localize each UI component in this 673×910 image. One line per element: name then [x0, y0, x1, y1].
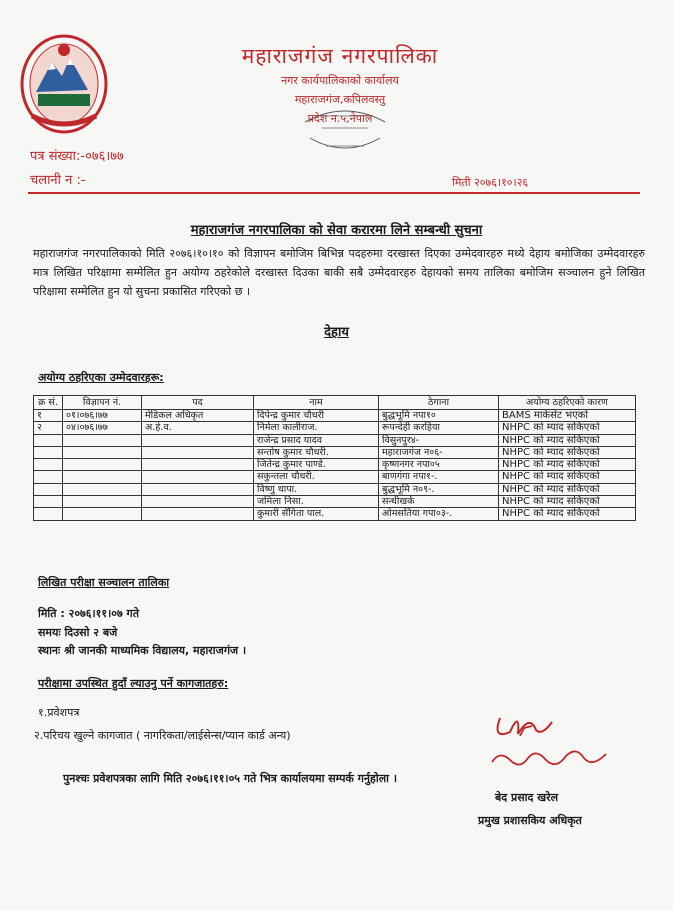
cell-serial	[34, 483, 63, 495]
cell-post: अ.हे.व.	[142, 422, 254, 434]
column-header-advertisement: विज्ञापन नं.	[63, 396, 142, 410]
section-heading-dehay: देहाय	[324, 325, 349, 340]
notice-title: महाराजगंज नगरपालिका को सेवा करारमा लिने सम्बन्धी सुचना	[190, 223, 483, 238]
table-row	[34, 471, 636, 483]
cell-post	[142, 459, 254, 471]
cell-name: जमिला निसा.	[254, 496, 379, 508]
cell-post	[142, 496, 254, 508]
cell-serial: १	[34, 410, 63, 422]
cell-post	[142, 483, 254, 495]
cell-advertisement	[63, 496, 142, 508]
table-header-row	[34, 396, 636, 410]
cell-reason: NHPC को म्याद सकिएको	[499, 459, 636, 471]
table-row	[34, 422, 636, 434]
office-name: नगर कार्यपालिकाको कार्यालय	[281, 74, 399, 87]
cell-serial	[34, 446, 63, 458]
cell-advertisement	[63, 459, 142, 471]
exam-venue: स्थानः श्री जानकी माध्यमिक विद्यालय, महाराजगंज ।	[38, 644, 247, 657]
cell-advertisement	[63, 483, 142, 495]
postscript-note: पुनश्चः प्रवेशपत्रका लागि मिति २०७६।११।०५ गते भित्र कार्यालयमा सम्पर्क गर्नुहोला ।	[63, 772, 398, 785]
cell-name: दिपेन्द्र कुमार चौधरी	[254, 410, 379, 422]
cell-address: कृष्णनगर नपा०५	[379, 459, 499, 471]
column-header-address: ठेगाना	[379, 396, 499, 410]
exam-date: मिति : २०७६।११।०७ गते	[38, 607, 139, 620]
cell-address: रूपन्देही करहिया	[379, 422, 499, 434]
cell-post	[142, 446, 254, 458]
table-row	[34, 508, 636, 520]
cell-advertisement: ०४।०७६।७७	[63, 422, 142, 434]
cell-name: राजेन्द्र प्रसाद यादव	[254, 434, 379, 446]
header-divider	[28, 192, 640, 194]
table-row	[34, 483, 636, 495]
cell-name: विष्णु थापा.	[254, 483, 379, 495]
cell-reason: NHPC को म्याद सकिएको	[499, 446, 636, 458]
cell-serial	[34, 434, 63, 446]
table-row	[34, 496, 636, 508]
cell-name: सन्तोष कुमार चौधरी.	[254, 446, 379, 458]
list-item: १.प्रवेशपत्र	[38, 706, 80, 719]
office-province: प्रदेश न.५,नेपाल	[307, 112, 373, 125]
dispatch-number: चलानी न :-	[30, 173, 86, 188]
handwritten-signature-icon	[480, 700, 620, 780]
cell-name: कुमारी सँगिता पाल.	[254, 508, 379, 520]
exam-schedule-heading: लिखित परीक्षा सञ्चालन तालिका	[38, 576, 170, 589]
table-row	[34, 434, 636, 446]
cell-name: जितेन्द्र कुमार पाण्डे.	[254, 459, 379, 471]
table-row	[34, 459, 636, 471]
cell-reason: NHPC को म्याद सकिएको	[499, 422, 636, 434]
cell-address: ओमसतिया गपा०३-.	[379, 508, 499, 520]
cell-serial	[34, 459, 63, 471]
cell-serial	[34, 496, 63, 508]
cell-address: बुद्धभूमि नपा१०	[379, 410, 499, 422]
cell-address: महाराजगंज न०६-	[379, 446, 499, 458]
cell-reason: NHPC को म्याद सकिएको	[499, 434, 636, 446]
required-documents-heading: परीक्षामा उपस्थित हुदाँ ल्याउनु पर्ने कागजातहरु:	[38, 677, 229, 690]
reference-number: पत्र संख्या:-०७६।७७	[30, 149, 124, 164]
list-item: २.परिचय खुल्ने कागजात ( नागरिकता/लाईसेन्स/प्यान कार्ड अन्य)	[34, 729, 291, 742]
cell-serial: २	[34, 422, 63, 434]
cell-name: निर्मला कालीराज.	[254, 422, 379, 434]
notice-body: महाराजगंज नगरपालिकाको मिति २०७६।१०।१० को विज्ञापन बमोजिम बिभिन्न पदहरुमा दरखास्त दिएका उम्मेदवारहरु मध्ये देहाय बमोजिका उम्मेदवारहरु मात्र लिखित परिक्षामा सम्मेलित हुन अयोग्य ठहरेकोले दरखास्त दिउका बाकी सबै उम्मेदवारहरु देहायको समय तालिका बमोजिम सञ्चालन हुने लिखित परिक्षामा सम्मेलित हुन यो सुचना प्रकासित गरिएको छ ।	[33, 247, 645, 298]
ineligible-candidates-table	[33, 395, 636, 521]
cell-address: बाणगंगा नपा१-.	[379, 471, 499, 483]
column-header-post: पद	[142, 396, 254, 410]
cell-post	[142, 434, 254, 446]
exam-time: समयः दिउसो २ बजे	[38, 626, 118, 639]
cell-reason: NHPC को म्याद सकिएको	[499, 508, 636, 520]
cell-advertisement: ०१।०७६।७७	[63, 410, 142, 422]
letter-date: मिती २०७६।१०।२६	[452, 176, 529, 189]
government-emblem-icon	[18, 32, 110, 138]
table-row	[34, 410, 636, 422]
cell-reason: NHPC को म्याद सकिएको	[499, 471, 636, 483]
cell-post	[142, 471, 254, 483]
cell-serial	[34, 471, 63, 483]
cell-serial	[34, 508, 63, 520]
ineligible-candidates-heading: अयोग्य ठहरिएका उम्मेदवारहरू:	[38, 371, 164, 384]
cell-advertisement	[63, 471, 142, 483]
org-title: महाराजगंज नगरपालिका	[241, 44, 439, 68]
cell-advertisement	[63, 434, 142, 446]
cell-advertisement	[63, 446, 142, 458]
office-location: महाराजगंज,कपिलवस्तु	[294, 93, 386, 106]
cell-reason: BAMS मार्कसेट भएको	[499, 410, 636, 422]
cell-reason: NHPC को म्याद सकिएको	[499, 483, 636, 495]
column-header-serial: क्र सं.	[34, 396, 63, 410]
cell-address: विसुनपुर४-	[379, 434, 499, 446]
cell-name: सकुन्तला चौधरी.	[254, 471, 379, 483]
column-header-reason: अयोग्य ठहरिएको कारण	[499, 396, 636, 410]
office-stamp-icon	[300, 102, 390, 164]
cell-advertisement	[63, 508, 142, 520]
table-row	[34, 446, 636, 458]
cell-reason: NHPC को म्याद सकिएको	[499, 496, 636, 508]
column-header-name: नाम	[254, 396, 379, 410]
cell-address: सन्धीखर्क	[379, 496, 499, 508]
cell-address: बुद्धभूमि न०९-.	[379, 483, 499, 495]
signatory-title: प्रमुख प्रशासकिय अधिकृत	[478, 814, 582, 827]
cell-post	[142, 508, 254, 520]
cell-post: मेडिकल अधिकृत	[142, 410, 254, 422]
signatory-name: बेद प्रसाद खरेल	[495, 791, 559, 804]
